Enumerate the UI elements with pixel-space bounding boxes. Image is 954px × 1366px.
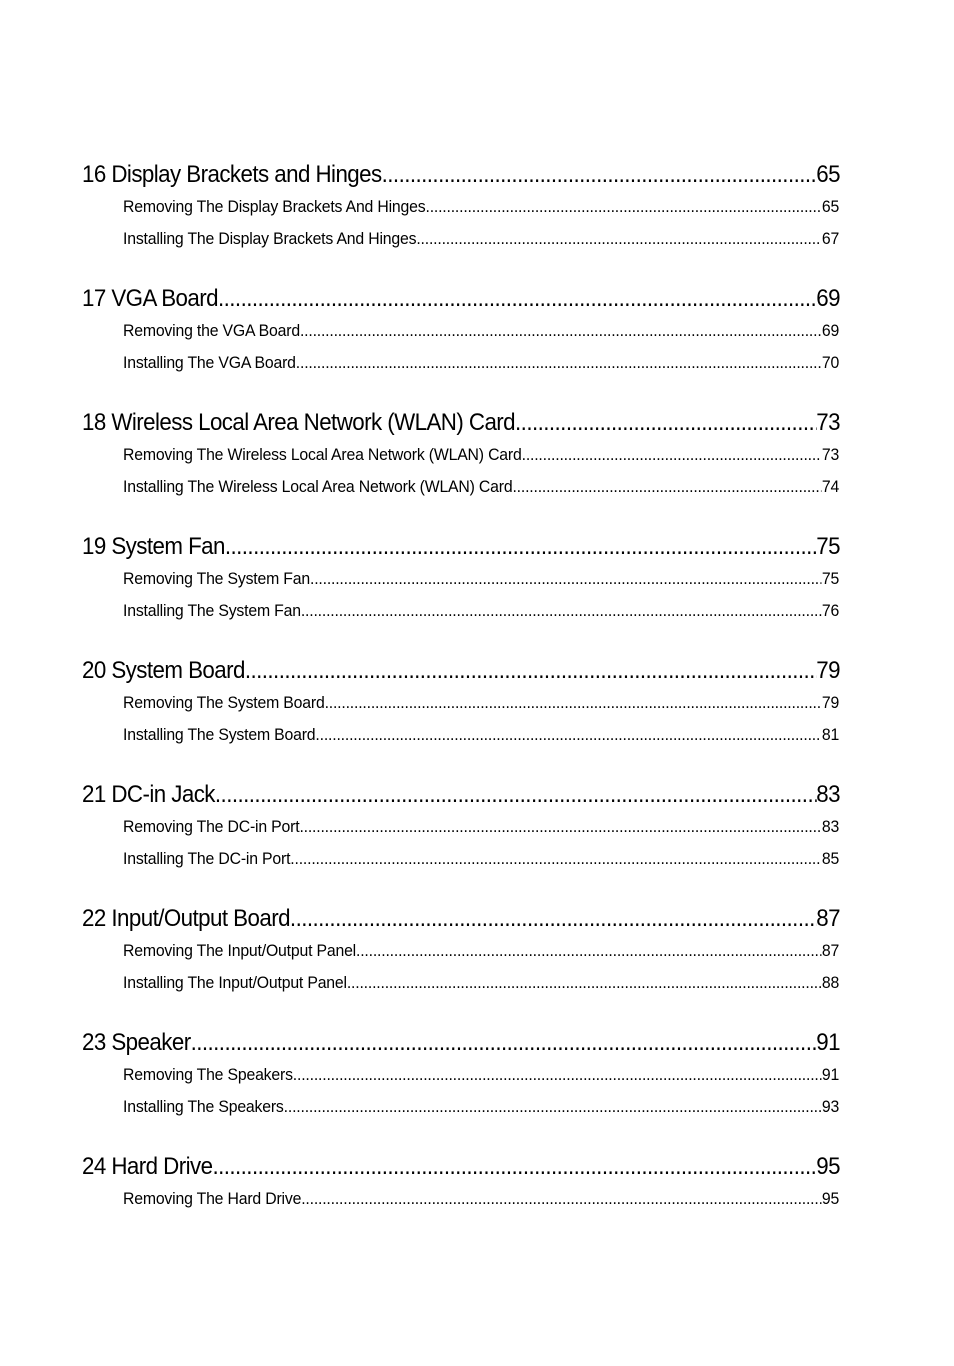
chapter-page-number: 69 <box>816 285 840 312</box>
dot-leader <box>290 902 816 935</box>
dot-leader <box>296 347 822 379</box>
section-entry[interactable] <box>123 595 839 627</box>
dot-leader <box>245 654 816 687</box>
section-entry[interactable] <box>123 719 839 751</box>
toc-chapter <box>82 530 840 627</box>
toc-chapter <box>82 282 840 379</box>
section-title: Removing the VGA Board <box>123 321 300 340</box>
chapter-entry[interactable] <box>82 282 840 315</box>
section-title: Removing The Input/Output Panel <box>123 941 357 960</box>
section-entry[interactable] <box>123 191 839 223</box>
section-entry[interactable] <box>123 1183 839 1215</box>
dot-leader <box>522 439 822 471</box>
dot-leader <box>215 778 816 811</box>
section-page-number: 69 <box>821 321 840 340</box>
chapter-title: 22 Input/Output Board <box>82 905 290 932</box>
section-page-number: 73 <box>821 445 840 464</box>
chapter-title: 17 VGA Board <box>82 285 218 312</box>
dot-leader <box>191 1026 817 1059</box>
dot-leader <box>290 843 822 875</box>
section-title: Installing The Input/Output Panel <box>123 973 347 992</box>
section-entry[interactable] <box>123 471 839 503</box>
dot-leader <box>416 223 822 255</box>
chapter-page-number: 83 <box>816 781 840 808</box>
chapter-entry[interactable] <box>82 530 840 563</box>
dot-leader <box>347 967 822 999</box>
chapter-title: 21 DC-in Jack <box>82 781 215 808</box>
section-title: Installing The Wireless Local Area Network (WLAN) Card <box>123 477 513 496</box>
section-title: Installing The Speakers <box>123 1097 284 1116</box>
chapter-title: 18 Wireless Local Area Network (WLAN) Card <box>82 409 516 436</box>
section-title: Removing The DC-in Port <box>123 817 300 836</box>
section-page-number: 81 <box>821 725 840 744</box>
section-page-number: 88 <box>821 973 840 992</box>
section-entry[interactable] <box>123 315 839 347</box>
chapter-entry[interactable] <box>82 778 840 811</box>
table-of-contents <box>82 158 840 1242</box>
dot-leader <box>212 1150 816 1183</box>
chapter-page-number: 95 <box>816 1153 840 1180</box>
dot-leader <box>301 595 822 627</box>
section-page-number: 65 <box>821 197 840 216</box>
section-title: Installing The System Board <box>123 725 316 744</box>
section-page-number: 67 <box>821 229 840 248</box>
toc-chapter <box>82 406 840 503</box>
section-title: Removing The Hard Drive <box>123 1189 302 1208</box>
section-title: Removing The Wireless Local Area Network (WLAN) Card <box>123 445 522 464</box>
section-title: Removing The System Board <box>123 693 325 712</box>
chapter-page-number: 87 <box>816 905 840 932</box>
section-page-number: 74 <box>821 477 840 496</box>
section-entry[interactable] <box>123 967 839 999</box>
section-title: Installing The DC-in Port <box>123 849 291 868</box>
section-entry[interactable] <box>123 347 839 379</box>
chapter-title: 19 System Fan <box>82 533 225 560</box>
dot-leader <box>301 1183 822 1215</box>
dot-leader <box>284 1091 822 1123</box>
chapter-entry[interactable] <box>82 1150 840 1183</box>
toc-chapter <box>82 654 840 751</box>
section-page-number: 79 <box>821 693 840 712</box>
section-page-number: 93 <box>821 1097 840 1116</box>
toc-chapter <box>82 1026 840 1123</box>
chapter-page-number: 73 <box>816 409 840 436</box>
dot-leader <box>225 530 816 563</box>
section-page-number: 91 <box>821 1065 840 1084</box>
section-page-number: 70 <box>821 353 840 372</box>
section-entry[interactable] <box>123 1091 839 1123</box>
chapter-page-number: 65 <box>816 161 840 188</box>
dot-leader <box>356 935 822 967</box>
section-page-number: 87 <box>821 941 840 960</box>
chapter-title: 20 System Board <box>82 657 245 684</box>
section-entry[interactable] <box>123 223 839 255</box>
dot-leader <box>425 191 821 223</box>
section-title: Removing The System Fan <box>123 569 310 588</box>
section-title: Installing The Display Brackets And Hinges <box>123 229 417 248</box>
toc-chapter <box>82 902 840 999</box>
toc-chapter <box>82 158 840 255</box>
dot-leader <box>315 719 821 751</box>
section-entry[interactable] <box>123 439 839 471</box>
section-title: Installing The VGA Board <box>123 353 296 372</box>
section-entry[interactable] <box>123 563 839 595</box>
toc-chapter <box>82 778 840 875</box>
section-title: Removing The Display Brackets And Hinges <box>123 197 426 216</box>
section-page-number: 85 <box>821 849 840 868</box>
chapter-title: 16 Display Brackets and Hinges <box>82 161 382 188</box>
dot-leader <box>382 158 817 191</box>
section-entry[interactable] <box>123 843 839 875</box>
dot-leader <box>325 687 822 719</box>
section-title: Removing The Speakers <box>123 1065 293 1084</box>
dot-leader <box>218 282 816 315</box>
section-entry[interactable] <box>123 687 839 719</box>
section-entry[interactable] <box>123 1059 839 1091</box>
dot-leader <box>300 315 822 347</box>
dot-leader <box>515 406 816 439</box>
section-page-number: 76 <box>821 601 840 620</box>
chapter-entry[interactable] <box>82 654 840 687</box>
section-page-number: 75 <box>821 569 840 588</box>
chapter-page-number: 79 <box>816 657 840 684</box>
chapter-entry[interactable] <box>82 158 840 191</box>
dot-leader <box>512 471 821 503</box>
chapter-title: 23 Speaker <box>82 1029 191 1056</box>
section-entry[interactable] <box>123 935 839 967</box>
section-title: Installing The System Fan <box>123 601 301 620</box>
chapter-title: 24 Hard Drive <box>82 1153 213 1180</box>
section-entry[interactable] <box>123 811 839 843</box>
dot-leader <box>293 1059 822 1091</box>
chapter-page-number: 91 <box>816 1029 840 1056</box>
chapter-page-number: 75 <box>816 533 840 560</box>
chapter-entry[interactable] <box>82 902 840 935</box>
chapter-entry[interactable] <box>82 406 840 439</box>
chapter-entry[interactable] <box>82 1026 840 1059</box>
section-page-number: 95 <box>821 1189 840 1208</box>
section-page-number: 83 <box>821 817 840 836</box>
dot-leader <box>299 811 821 843</box>
toc-chapter <box>82 1150 840 1215</box>
dot-leader <box>310 563 822 595</box>
